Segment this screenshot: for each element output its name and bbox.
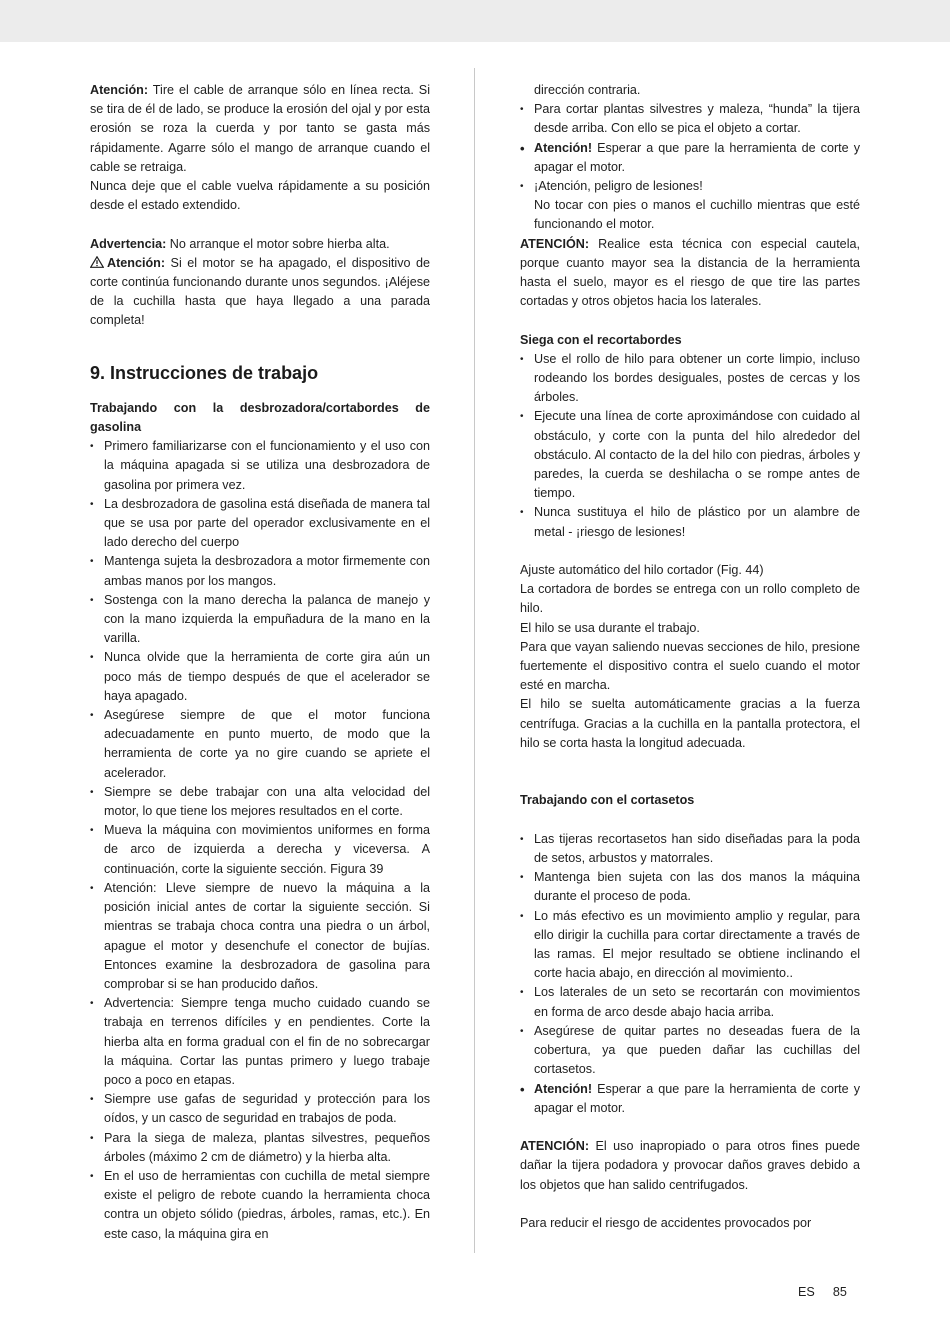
list-item: • Asegúrese de quitar partes no deseadas fuera de la cobertura, ya que pueden dañar las cuchillas del cortasetos. xyxy=(520,1022,860,1080)
list-item-attention xyxy=(520,1080,860,1118)
list-item: • Las tijeras recortasetos han sido diseñadas para la poda de setos, arbustos y matorrales. xyxy=(520,830,860,868)
attention-label: Atención! xyxy=(534,1081,593,1096)
list-item: • Advertencia: Siempre tenga mucho cuidado cuando se trabaja en terrenos difíciles y en pendientes. Corte la hierba alta en forma gradual con el fin de no sobrecargar la máquina. Cortar las puntas primero y luego trabaje poco a poco en etapas. xyxy=(90,994,430,1090)
list-item: • Los laterales de un seto se recortarán con movimientos en forma de arco desde abajo hacia arriba. xyxy=(520,983,860,1021)
subsection-title: Trabajando con la desbrozadora/cortabordes de gasolina xyxy=(90,400,430,435)
list-item: • Nunca sustituya el hilo de plástico por un alambre de metal - ¡riesgo de lesiones! xyxy=(520,503,860,541)
list-item: • Mueva la máquina con movimientos uniformes en forma de arco de izquierda a derecha y viceversa. A continuación, corte la siguiente sección. Figura 39 xyxy=(90,821,430,879)
ajuste-line: El hilo se usa durante el trabajo. xyxy=(520,620,700,635)
attention-motor-label: Atención: xyxy=(107,255,166,270)
attention-caps-label: ATENCIÓN: xyxy=(520,1139,590,1154)
work-instructions-list xyxy=(90,437,430,1244)
attention-caps-text: El uso inapropiado o para otros fines puede dañar la tijera podadora y provocar daños graves debido a los objetos que han salido centrifugados. xyxy=(520,1139,860,1192)
siega-title: Siega con el recortabordes xyxy=(520,332,682,347)
list-item-attention xyxy=(520,139,860,177)
attention-caps-label: ATENCIÓN: xyxy=(520,236,590,251)
cutting-tips-list xyxy=(520,100,860,234)
list-item: • Para cortar plantas silvestres y maleza, “hunda” la tijera desde arriba. Con ello se pica el objeto a cortar. xyxy=(520,100,860,138)
ajuste-line: Para que vayan saliendo nuevas secciones de hilo, presione fuertemente el dispositivo contra el suelo cuando el motor esté en marcha. xyxy=(520,639,860,693)
ajuste-line: El hilo se suelta automáticamente gracias a la fuerza centrífuga. Gracias a la cuchilla en la pantalla protectora, el hilo se corta hasta la longitud adecuada. xyxy=(520,697,860,750)
list-item: • La desbrozadora de gasolina está diseñada de manera tal que se usa por parte del operador exclusivamente en el lado derecho del cuerpo xyxy=(90,495,430,553)
final-attention-paragraph xyxy=(520,1137,860,1195)
attention-technique-paragraph xyxy=(520,235,860,312)
continuation-text: dirección contraria. xyxy=(534,83,641,97)
list-item: • Nunca olvide que la herramienta de corte gira aún un poco más de tiempo después de que el acelerador se haya apagado. xyxy=(90,648,430,706)
warning-label: Advertencia: xyxy=(90,236,167,251)
page-number: 85 xyxy=(832,1285,847,1299)
list-item: • Mantenga sujeta la desbrozadora a motor firmemente con ambas manos por los mangos. xyxy=(90,552,430,590)
list-item: • Lo más efectivo es un movimiento amplio y regular, para ello dirigir la cuchilla para cortar directamente a través de las ramas. El mejor resultado se obtiene inclinando el corte hacia abajo, en dirección al movimiento.. xyxy=(520,907,860,984)
ajuste-line: La cortadora de bordes se entrega con un rollo completo de hilo. xyxy=(520,582,860,616)
attention-motor-text: Si el motor se ha apagado, el dispositivo de corte continúa funcionando durante unos segundos. ¡Aléjese de la cuchilla hasta que haya llegado a una parada completa! xyxy=(90,255,430,328)
right-column xyxy=(520,81,860,1233)
list-item: • Sostenga con la mano derecha la palanca de manejo y con la mano izquierda la empuñadura de la mano en la varilla. xyxy=(90,591,430,649)
warning-triangle-icon xyxy=(90,256,104,268)
left-column xyxy=(90,81,430,1244)
list-item: • Ejecute una línea de corte aproximándose con cuidado al obstáculo, y corte con la punta del hilo alrededor del obstáculo. Al contacto de la del hilo con piedras, árboles y paredes, la cuerda se deshilacha o se rompe antes de tiempo. xyxy=(520,407,860,503)
list-item: • Siempre se debe trabajar con una alta velocidad del motor, lo que tiene los mejores resultados en el corte. xyxy=(90,783,430,821)
warning-paragraph xyxy=(90,235,430,254)
danger-text: ¡Atención, peligro de lesiones! xyxy=(534,179,703,194)
attention-motor-paragraph xyxy=(90,254,430,331)
list-item: • Siempre use gafas de seguridad y protección para los oídos, y un casco de seguridad en trabajos de poda. xyxy=(90,1090,430,1128)
danger-detail-text: No tocar con pies o manos el cuchillo mientras que esté funcionando el motor. xyxy=(534,198,860,232)
attention-paragraph xyxy=(90,81,430,177)
list-item xyxy=(520,177,860,235)
attention-text: Esperar a que pare la herramienta de corte y apagar el motor. xyxy=(534,140,860,174)
list-item: • En el uso de herramientas con cuchilla de metal siempre existe el peligro de rebote cuando la herramienta choca contra un objeto sólido (piedras, árboles, ramas, etc.). En este caso, la máquina gira en xyxy=(90,1167,430,1244)
cortasetos-title: Trabajando con el cortasetos xyxy=(520,793,695,808)
list-item: • Primero familiarizarse con el funcionamiento y el uso con la máquina apagada si se utiliza una desbrozadora de gasolina por primera vez. xyxy=(90,437,430,495)
attention-caps-text: Realice esta técnica con especial cautela, porque cuanto mayor sea la distancia de la herramienta hasta el suelo, mayor es el riesgo de que tire las partes cortadas y otros objetos hacia los laterales. xyxy=(520,236,860,309)
list-item: • Asegúrese siempre de que el motor funciona adecuadamente en punto muerto, de modo que la herramienta de corte ya no gire cuando se apriete el acelerador. xyxy=(90,706,430,783)
section-title: 9. Instrucciones de trabajo xyxy=(90,362,319,383)
cortasetos-list xyxy=(520,830,860,1118)
list-item: • Atención: Lleve siempre de nuevo la máquina a la posición inicial antes de cortar la siguiente sección. Si mientras se trabaja choca contra una piedra o un árbol, apague el motor y desenchufe el conector de bujías. Entonces examine la desbrozadora de gasolina para comprobar si se han producido daños. xyxy=(90,879,430,994)
attention-label: Atención: xyxy=(90,83,149,97)
attention-text: Esperar a que pare la herramienta de corte y apagar el motor. xyxy=(534,1081,860,1115)
list-item: • Mantenga bien sujeta con las dos manos la máquina durante el proceso de poda. xyxy=(520,868,860,906)
attention-text: Tire el cable de arranque sólo en línea recta. Si se tira de él de lado, se produce la erosión del ojal y por esta erosión se roza la cuerda y por tanto se gasta más rápidamente. Agarre sólo el mango de arranque cuando el cable se retraiga. xyxy=(90,83,430,174)
list-item: • Use el rollo de hilo para obtener un corte limpio, incluso rodeando los bordes desiguales, postes de cercas y los árboles. xyxy=(520,350,860,408)
ajuste-line: Ajuste automático del hilo cortador (Fig. 44) xyxy=(520,563,764,578)
language-code: ES xyxy=(798,1285,815,1299)
page-footer xyxy=(798,1283,847,1301)
header-band xyxy=(0,0,950,42)
list-item: • Para la siega de maleza, plantas silvestres, pequeños árboles (máximo 2 cm de diámetro) y la hierba alta. xyxy=(90,1129,430,1167)
paragraph-cable: Nunca deje que el cable vuelva rápidamente a su posición desde el estado extendido. xyxy=(90,179,430,213)
warning-text: No arranque el motor sobre hierba alta. xyxy=(166,236,390,251)
attention-label: Atención! xyxy=(534,140,593,155)
column-divider xyxy=(474,68,475,1253)
siega-list xyxy=(520,350,860,542)
last-line: Para reducir el riesgo de accidentes provocados por xyxy=(520,1215,812,1230)
